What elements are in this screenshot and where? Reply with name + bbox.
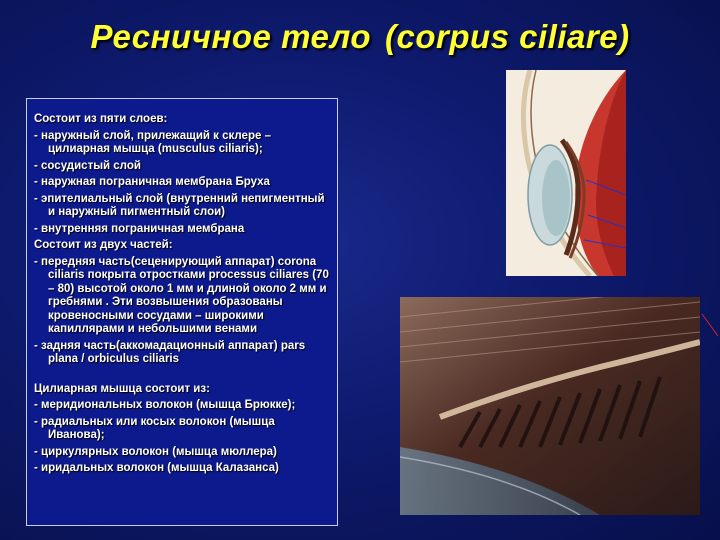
slide-title: [0, 18, 720, 56]
title-main: Ресничное тело: [90, 18, 371, 55]
muscle-item: - радиальных или косых волокон (мышца Иванова);: [34, 415, 275, 441]
ciliary-processes-photo: [400, 297, 700, 515]
layer-item: - наружная пограничная мембрана Бруха: [34, 176, 270, 188]
parts-heading: Состоит из двух частей:: [34, 239, 173, 251]
muscle-item: - иридальных волокон (мышца Калазанса): [34, 462, 279, 474]
layer-item: - наружный слой, прилежащий к склере – цилиарная мышца (musculus ciliaris);: [34, 129, 271, 155]
pointer-line: [700, 312, 720, 338]
part-item: - задняя часть(аккомадационный аппарат) pars plana / orbiculus ciliaris: [34, 339, 306, 365]
layer-item: - сосудистый слой: [34, 159, 141, 172]
eye-section-illustration: [506, 70, 626, 276]
muscle-item: - меридиональных волокон (мышца Брюкке);: [34, 399, 296, 411]
layer-item: - внутренняя пограничная мембрана: [34, 222, 245, 235]
muscle-heading: Цилиарная мышца состоит из:: [34, 382, 210, 395]
text-box: [26, 98, 338, 526]
layer-item: - эпителиальный слой (внутренний непигментный и наружный пигментный слои): [34, 192, 325, 218]
part-item: - передняя часть(сеценирующий аппарат) corona ciliaris покрыта отростками processus ciliares (70 – 80) высотой около 1 мм и длиной около 2 мм и гребнями . Эти возвышения образованы кровеносными сосудами – широкими капиллярами и небольшими венами: [34, 255, 329, 335]
muscle-item: - циркулярных волокон (мышца мюллера): [34, 445, 277, 458]
layers-heading: Состоит из пяти слоев:: [34, 113, 168, 125]
title-latin: (corpus ciliare): [384, 18, 630, 55]
